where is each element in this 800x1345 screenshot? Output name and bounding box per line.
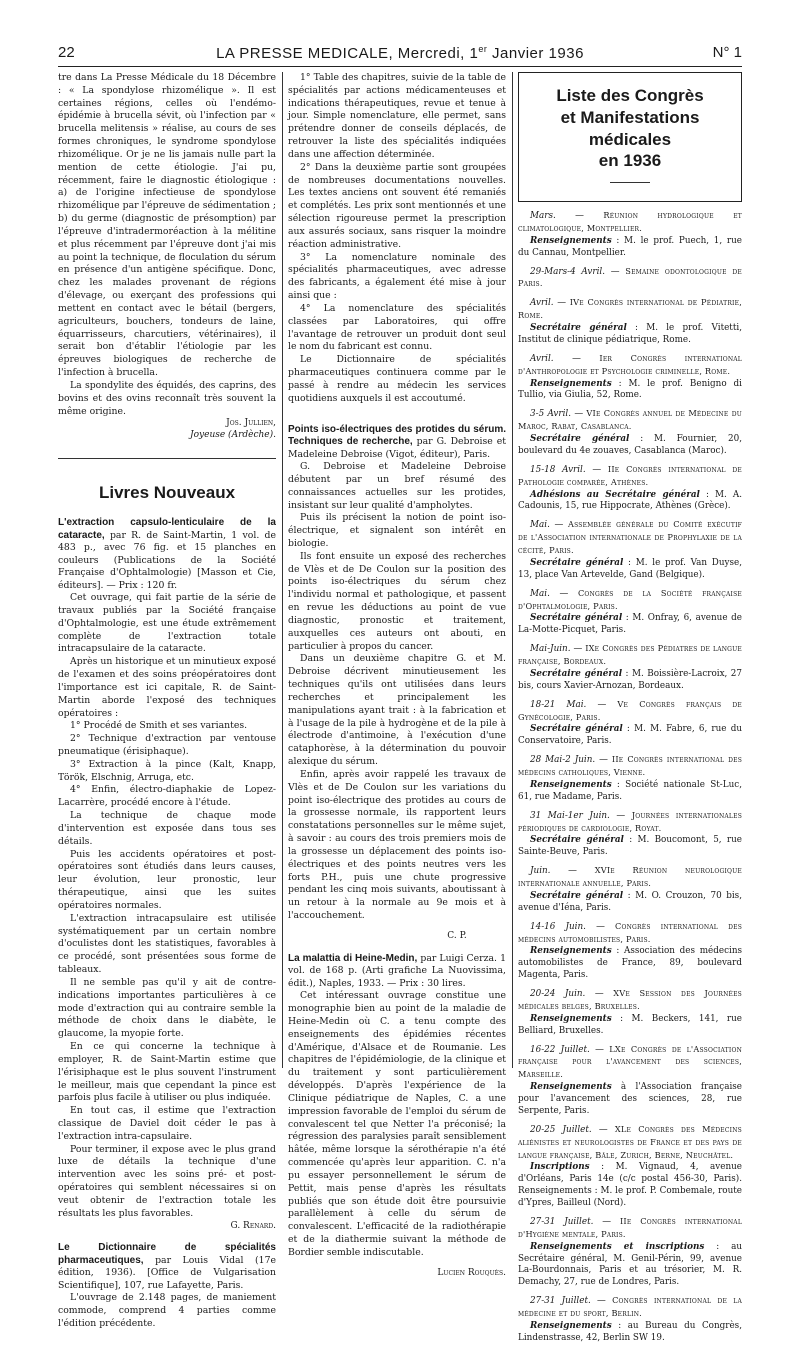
congress-contact-label: Renseignements bbox=[530, 378, 612, 389]
congress-contact: : Association des médecins automobilistes de France, 89, boulevard Magenta, Paris. bbox=[518, 946, 742, 981]
congress-event: XLe Congrès des Médecins aliénistes et neurologistes de France et des pays de langue française, Bâle, Zurich, Berne, Neuchâtel. bbox=[518, 1123, 742, 1160]
review-paragraph: Après un historique et un minutieux exposé de l'examen et des soins préopératoires dont l'importance est ici capitale, R. de Saint-Martin aborde l'exposé des techniques opératoires : bbox=[58, 656, 276, 719]
congress-list-box bbox=[518, 72, 742, 202]
review-body bbox=[58, 592, 276, 1221]
congress-entry bbox=[518, 297, 742, 347]
letter-text: La spondylite des équidés, des caprins, des bovins et des ovins reconnaît très souvent la même origine. bbox=[58, 379, 276, 417]
congress-date: Mai. bbox=[530, 588, 550, 599]
journal-title: LA PRESSE MEDICALE, Mercredi, 1er Janvier 1936 bbox=[216, 44, 584, 62]
review-paragraph: En tout cas, il estime que l'extraction classique de Daviel doit céder le pas à l'extraction intra-capsulaire. bbox=[58, 1105, 276, 1142]
review-paragraph: 1° Procédé de Smith et ses variantes. bbox=[70, 720, 248, 732]
congress-contact: : M. Boucomont, 5, rue Sainte-Beuve, Paris. bbox=[518, 835, 742, 858]
congress-entry bbox=[518, 1295, 742, 1345]
congress-contact-label: Inscriptions bbox=[530, 1162, 590, 1173]
book-title: Points iso-électriques des protides du sérum. Techniques de recherche, par G. Debroise et Madeleine Debroise (Vigot, éditeur), Paris. bbox=[288, 423, 507, 460]
congress-event: IIe Congrès international d'Hygiène mentale, Paris. bbox=[518, 1215, 743, 1239]
book-title: L'extraction capsulo-lenticulaire de la cataracte, par R. de Saint-Martin, 1 vol. de 483 p., avec 76 fig. et 15 planches en couleurs (Publications de la Société Française d'Ophtalmologie) [Masson et Cie, éditeurs]. — Prix : 120 fr. bbox=[58, 517, 276, 591]
congress-contact-label: Renseignements bbox=[530, 1082, 612, 1093]
congress-entry bbox=[518, 408, 742, 458]
congress-contact: : au Secrétaire général, M. Genil-Périn, 99, avenue La-Bourdonnais, Paris et au trésorier, M. R. Demachy, 27, rue de Londres, Paris. bbox=[518, 1241, 742, 1288]
book-review bbox=[58, 1242, 276, 1330]
review-paragraph: 4° Enfin, électro-diaphakie de Lopez-Lacarrère, procédé encore à l'étude. bbox=[58, 784, 276, 809]
dictionary-paragraph: Le Dictionnaire de spécialités pharmaceutiques continuera comme par le passé à rendre au médecin les services quotidiens auxquels il est accoutumé. bbox=[288, 354, 506, 404]
dash: — bbox=[585, 921, 615, 932]
congress-contact-label: Renseignements et inscriptions bbox=[530, 1241, 705, 1252]
congress-contact-label: Secrétaire général bbox=[530, 668, 623, 679]
congress-event: IVe Congrès international de Pédiatrie, Rome. bbox=[518, 297, 742, 321]
congress-contact-label: Secrétaire général bbox=[530, 323, 627, 333]
congress-event: Assemblée générale du Comité exécutif de l'Association internationale de Prophylaxie de la cécité, Paris. bbox=[518, 519, 742, 555]
dash: — bbox=[609, 810, 632, 821]
congress-contact: : M. Onfray, 6, avenue de La-Motte-Picquet, Paris. bbox=[518, 613, 742, 636]
title-rule bbox=[610, 182, 650, 183]
review-paragraph: G. Debroise et Madeleine Debroise débutent par un bref résumé des connaissances actuelles sur les protides, insistant sur leur qualité d'ampholytes. bbox=[288, 461, 506, 511]
congress-event: Journées internationales périodiques de cardiologie, Royat. bbox=[518, 809, 743, 833]
dash: — bbox=[585, 464, 608, 475]
page-number: 22 bbox=[58, 44, 75, 61]
congress-date: Avril. bbox=[530, 298, 554, 309]
congress-event: IIe Congrès international des médecins catholiques, Vienne. bbox=[518, 754, 742, 777]
congress-contact: : M. le prof. Van Duyse, 13, place Van Artevelde, Gand (Belgique). bbox=[518, 557, 742, 580]
congress-date: 27-31 Juillet. bbox=[530, 1296, 591, 1307]
review-body bbox=[288, 461, 506, 923]
review-paragraph: L'extraction intracapsulaire est utilisée systématiquement par un certain nombre d'oculistes dont les statistiques, favorables à ce procédé, sont présentées sous forme de tableaux. bbox=[58, 912, 276, 976]
review-text: L'ouvrage de 2.148 pages, de maniement commode, comprend 4 parties comme l'édition précédente. bbox=[58, 1292, 276, 1329]
congress-event: VIe Congrès annuel de Médecine du Maroc, Rabat, Casablanca. bbox=[518, 408, 743, 432]
congress-entry bbox=[518, 1044, 742, 1118]
congress-contact-label: Renseignements bbox=[530, 946, 612, 957]
congress-contact: : M. M. Fabre, 6, rue du Conservatoire, Paris. bbox=[518, 724, 742, 747]
congress-event: LXe Congrès de l'Association française pour l'avancement des sciences, Marseille. bbox=[518, 1043, 743, 1080]
congress-event: XVIe Réunion neurologique internationale annuelle, Paris. bbox=[518, 865, 743, 888]
congress-list bbox=[518, 210, 742, 1345]
dash: — bbox=[570, 644, 586, 655]
congress-event: Congrès de la Société française d'Ophtalmologie, Paris. bbox=[518, 587, 743, 611]
congress-date: 18-21 Mai. bbox=[530, 699, 587, 710]
section-heading: Livres Nouveaux bbox=[98, 483, 236, 503]
dash: — bbox=[549, 588, 578, 599]
congress-contact: : M. Fournier, 20, boulevard du 4e zouaves, Casablanca (Maroc). bbox=[518, 434, 743, 456]
review-paragraph: 2° Technique d'extraction par ventouse pneumatique (érisiphaque). bbox=[58, 733, 276, 757]
letter-signature-place: Joyeuse (Ardèche). bbox=[190, 430, 276, 441]
congress-date: 20-24 Juin. bbox=[530, 989, 586, 999]
congress-contact-label: Secrétaire général bbox=[530, 613, 623, 624]
congress-date: 27-31 Juillet. bbox=[530, 1216, 594, 1227]
congress-entry bbox=[518, 1124, 742, 1210]
congress-event: XVe Session des Journées médicales belges, Bruxelles. bbox=[518, 988, 742, 1011]
review-paragraph: Ils font ensuite un exposé des recherches de Vlès et de De Coulon sur la position des points iso-électriques du sérum chez l'individu normal et pathologique, et passent en revue les déductions au point de vue diagnostic, pronostic et traitement, auxquelles ces auteurs ont abouti, en particulier à propos du cancer. bbox=[288, 550, 506, 652]
review-signature: C. P. bbox=[447, 930, 467, 941]
congress-event: Réunion hydrologique et climatologique, Montpellier. bbox=[518, 210, 742, 233]
dictionary-text bbox=[288, 72, 506, 406]
book-review bbox=[58, 517, 276, 1232]
congress-contact: : M. le prof. Benigno di Tullio, via Giulia, 52, Rome. bbox=[518, 378, 742, 401]
congress-contact-label: Secrétaire général bbox=[530, 835, 624, 846]
congress-entry bbox=[518, 353, 742, 403]
column-left bbox=[58, 72, 276, 1329]
congress-entry bbox=[518, 988, 742, 1038]
congress-contact-label: Secrétaire général bbox=[530, 890, 624, 901]
congress-date: Mai-Juin. bbox=[530, 644, 571, 655]
congress-date: Mars. bbox=[530, 211, 556, 221]
congress-date: 16-22 Juillet. bbox=[530, 1044, 590, 1055]
dash: — bbox=[571, 409, 587, 420]
congress-contact: : M. A. Cadounis, 15, rue Hippocrate, Athènes (Grèce). bbox=[518, 489, 742, 512]
congress-date: 29-Mars-4 Avril. bbox=[530, 266, 606, 277]
congress-event: Ve Congrès français de Gynécologie, Paris. bbox=[518, 698, 743, 722]
congress-contact: : M. O. Crouzon, 70 bis, avenue d'Iéna, Paris. bbox=[518, 890, 742, 913]
review-paragraph: 3° Extraction à la pince (Kalt, Knapp, Török, Elschnig, Arruga, etc. bbox=[58, 758, 276, 783]
congress-entry bbox=[518, 266, 742, 292]
dash: — bbox=[585, 989, 614, 999]
congress-contact-label: Renseignements bbox=[530, 779, 612, 790]
letter-text: tre dans La Presse Médicale du 18 Décembre : « La spondylose rhizomélique ». Il est certaines régions, celles où l'endémo-épidémie à brucella sévit, où l'infection par « brucella melitensis » réalise, au cours de ses formes chroniques, le syndrome spondylose rhizomélique. Or je ne lis jamais nulle part la mention de cette étiologie. J'ai pu, récemment, faire le diagnostic étiologique : a) de l'origine infectieuse de spondylose rhizomélique par l'épreuve de sédimentation ; b) du germe (diagnostic de présomption) par l'épreuve d'intradermoréaction à la mélitine et plus récemment par l'épreuve dont j'ai mis au point la technique, de floculation du sérum en présence d'un antigène spécifique. Donc, chez les malades provenant de régions d'élevage, ou exerçant des professions qui mettent en contact avec le bétail (bergers, agriculteurs, bouchers, tondeurs de laine, équarrisseurs, charcutiers, vétérinaires), il serait bon d'établir l'étiologie par les épreuves biologiques de recherche de l'infection à brucella. bbox=[58, 72, 276, 379]
congress-contact: : Société nationale St-Luc, 61, rue Madame, Paris. bbox=[518, 779, 742, 802]
congress-contact-label: Secrétaire général bbox=[530, 557, 624, 568]
issue-number: N° 1 bbox=[712, 44, 742, 61]
dash: — bbox=[550, 866, 595, 877]
congress-contact-label: Renseignements bbox=[530, 235, 612, 246]
dash: — bbox=[595, 755, 612, 766]
congress-event: Congrès international des médecins automobilistes, Paris. bbox=[518, 920, 743, 944]
review-paragraph: Enfin, après avoir rappelé les travaux de Vlès et de De Coulon sur les variations du point iso-électrique des protides au cours de la grossesse normale, ils rapportent leurs constatations personnelles sur le même sujet, à savoir : au cours des trois premiers mois de la grossesse un déplacement des points iso-électriques et des points neutres vers les forts P.H., puis une chute progressive pendant les cinq mois suivants, aboutissant à un retour à la normale au 9e mois et à l'accouchement. bbox=[288, 768, 506, 922]
review-signature: G. Renard. bbox=[230, 1220, 276, 1231]
congress-date: 31 Mai-1er Juin. bbox=[530, 810, 610, 821]
congress-contact: à l'Association française pour l'avancement des sciences, 28, rue Serpente, Paris. bbox=[518, 1082, 742, 1116]
congress-entry bbox=[518, 754, 742, 804]
congress-entry bbox=[518, 810, 742, 860]
page-header bbox=[58, 44, 742, 64]
dash: — bbox=[553, 298, 570, 309]
congress-entry bbox=[518, 464, 742, 514]
congress-contact: : au Bureau du Congrès, Lindenstrasse, 42, Berlin SW 19. bbox=[518, 1320, 742, 1343]
review-paragraph: La technique de chaque mode d'intervention est exposée dans tous ses détails. bbox=[58, 810, 276, 847]
congress-entry bbox=[518, 210, 742, 260]
book-title: La malattia di Heine-Medin, par Luigi Cerza. 1 vol. de 168 p. (Arti grafiche La Nuovissima, édit.), Naples, 1933. — Prix : 30 lires. bbox=[288, 952, 506, 989]
dash: — bbox=[555, 211, 604, 221]
congress-entry bbox=[518, 643, 742, 693]
review-paragraph: Dans un deuxième chapitre G. et M. Debroise décrivent minutieusement les techniques qu'ils ont utilisées dans leurs recherches et principalement les manipulations ayant trait : à la fabrication et à l'usage de la pile à hydrogène et de la pile à électrode d'antimoine, à l'exécution d'une cataphorèse, à la détermination du pouvoir alexique du sérum. bbox=[288, 653, 506, 768]
congress-entry bbox=[518, 865, 742, 915]
congress-event: Congrès international de la médecine et du sport, Berlin. bbox=[518, 1295, 743, 1318]
dash: — bbox=[593, 1216, 620, 1227]
congress-event: Semaine odontologique de Paris. bbox=[518, 265, 743, 289]
congress-contact-label: Secrétaire général bbox=[530, 434, 630, 444]
congress-contact-label: Renseignements bbox=[530, 1013, 612, 1024]
congress-date: 20-25 Juillet. bbox=[530, 1124, 592, 1135]
congress-date: Mai. bbox=[530, 520, 550, 531]
congress-event: IIe Congrès international de Pathologie comparée, Athènes. bbox=[518, 463, 742, 487]
congress-date: Juin. bbox=[530, 866, 551, 877]
congress-contact: : M. le prof. Vitetti, Institut de clinique pédiatrique, Rome. bbox=[518, 323, 742, 345]
review-paragraph: Puis les accidents opératoires et post-opératoires sont étudiés dans leurs causes, leur évolution, leur pronostic, leur thérapeutique, ainsi que les suites opératoires normales. bbox=[58, 848, 276, 911]
review-signature: Lucien Rouquès. bbox=[437, 1267, 506, 1278]
congress-list-title: Liste des Congrès et Manifestations médicales en 1936 bbox=[556, 86, 704, 171]
review-paragraph: Puis ils précisent la notion de point iso-électrique, et signalent son intérêt en biologie. bbox=[288, 512, 506, 549]
review-paragraph: En ce qui concerne la technique à employer, R. de Saint-Martin estime que l'érisiphaque est le plus souvent l'instrument le meilleur, mais que cependant la pince est parfois plus facile à utiliser ou plus indiquée. bbox=[58, 1041, 276, 1104]
dash: — bbox=[590, 1296, 613, 1307]
column-divider bbox=[512, 72, 513, 1068]
dash: — bbox=[605, 266, 626, 277]
congress-entry bbox=[518, 588, 742, 638]
letter-signature: Jos. Jullien, bbox=[226, 418, 276, 429]
congress-contact: : M. Vignaud, 4, avenue d'Orléans, Paris 14e (c/c postal 456-30, Paris). Renseignements : M. le prof. P. Combemale, route d'Ypres, Bailleul (Nord). bbox=[518, 1162, 742, 1208]
congress-date: 15-18 Avril. bbox=[530, 464, 586, 475]
review-paragraph: Cet ouvrage, qui fait partie de la série de travaux publiés par la Société française d'Ophtalmologie, est une étude extrêmement complète de l'extraction totale intracapsulaire de la cataracte. bbox=[58, 592, 276, 655]
review-paragraph: Pour terminer, il expose avec le plus grand luxe de détails la technique d'une intervention avec les soins pré- et post-opératoires qui semblent nécessaires si on veut obtenir de l'extraction totale les résultats les plus favorables. bbox=[58, 1143, 276, 1219]
dictionary-paragraph: 2° Dans la deuxième partie sont groupées de nombreuses documentations nouvelles. Les textes anciens ont souvent été remaniés et complétés. Les prix sont mentionnés et une sélection rigoureuse permet la prescription aux assurés sociaux, sans risquer la moindre réaction administrative. bbox=[288, 161, 506, 250]
congress-entry bbox=[518, 1216, 742, 1289]
dash: — bbox=[553, 353, 600, 364]
column-right bbox=[518, 72, 743, 1343]
section-rule bbox=[58, 458, 276, 459]
dictionary-paragraph: 4° La nomenclature des spécialités classées par Laboratoires, qui offre l'avantage de retrouver un produit dont seul le nom du fabricant est connu. bbox=[288, 302, 506, 353]
congress-event: IXe Congrès des Pédiatres de langue française, Bordeaux. bbox=[518, 643, 743, 666]
congress-contact: : M. le prof. Puech, 1, rue du Cannau, Montpellier. bbox=[518, 235, 742, 258]
congress-date: 28 Mai-2 Juin. bbox=[530, 755, 596, 766]
book-review bbox=[288, 424, 506, 941]
congress-entry bbox=[518, 519, 742, 581]
congress-contact: : M. Beckers, 141, rue Belliard, Bruxelles. bbox=[518, 1013, 742, 1036]
dictionary-paragraph: 1° Table des chapitres, suivie de la table de spécialités par actions médicamenteuses et indications thérapeutiques, revue et tenue à jour. Simple nomenclature, elle permet, sans prétendre donner de conseils déplacés, de retrouver la liste des spécialités indiquées dans une affection déterminée. bbox=[288, 72, 506, 160]
book-title: Le Dictionnaire de spécialités pharmaceutiques, par Louis Vidal (17e édition, 1936). [Office de Vulgarisation Scientifique], 107, rue Lafayette, Paris. bbox=[58, 1242, 276, 1291]
header-rule bbox=[58, 66, 742, 67]
dictionary-paragraph: 3° La nomenclature nominale des spécialités pharmaceutiques, avec adresse des fabricants, a également été mise à jour ainsi que : bbox=[288, 251, 506, 302]
dash: — bbox=[586, 699, 618, 710]
congress-contact-label: Secrétaire général bbox=[530, 724, 623, 735]
review-paragraph: Il ne semble pas qu'il y ait de contre-indications importantes particulières à ce mode d'extraction qui au contraire semble la méthode de choix dans le diabète, le glaucome, la myopie forte. bbox=[58, 976, 276, 1040]
book-review bbox=[288, 953, 506, 1280]
column-divider bbox=[282, 72, 283, 1068]
review-text: Cet intéressant ouvrage constitue une monographie bien au point de la maladie de Heine-Medin où C. a tenu compte des enseignements des épidémies récentes d'Amérique, d'Alsace et de Roumanie. Les chapitres de l'épidémiologie, de la clinique et du traitement y sont particulièrement développés. D'après l'expérience de la Clinique pédiatrique de Naples, C. a une impression favorable de l'emploi du sérum de convalescent tel que Netter l'a préconisé; la régression des paralysies paraît sensiblement hâtée, même lorsque la sérothérapie n'a été commencée qu'après leur apparition. C. n'a pu essayer personnellement le sérum de Pettit, mais pense d'après les résultats publiés que son étude doit être poursuivie parallèlement à celle du sérum de convalescent. L'efficacité de la radiothérapie et de la diathermie suivant la méthode de Bordier semble indiscutable. bbox=[288, 990, 506, 1258]
dash: — bbox=[589, 1044, 610, 1055]
congress-entry bbox=[518, 699, 742, 749]
congress-entry bbox=[518, 921, 742, 982]
dash: — bbox=[591, 1124, 615, 1135]
congress-event: Ier Congrès international d'Anthropologie et Psychologie criminelle, Rome. bbox=[518, 352, 742, 376]
congress-date: 14-16 Juin. bbox=[530, 921, 586, 932]
congress-date: 3-5 Avril. bbox=[530, 409, 572, 420]
congress-contact-label: Renseignements bbox=[530, 1320, 612, 1331]
column-middle bbox=[288, 72, 507, 1278]
congress-contact-label: Adhésions au Secrétaire général bbox=[530, 489, 700, 500]
congress-date: Avril. bbox=[530, 353, 554, 364]
dash: — bbox=[549, 520, 568, 531]
congress-contact: : M. Boissière-Lacroix, 27 bis, cours Xavier-Arnozan, Bordeaux. bbox=[518, 668, 742, 691]
